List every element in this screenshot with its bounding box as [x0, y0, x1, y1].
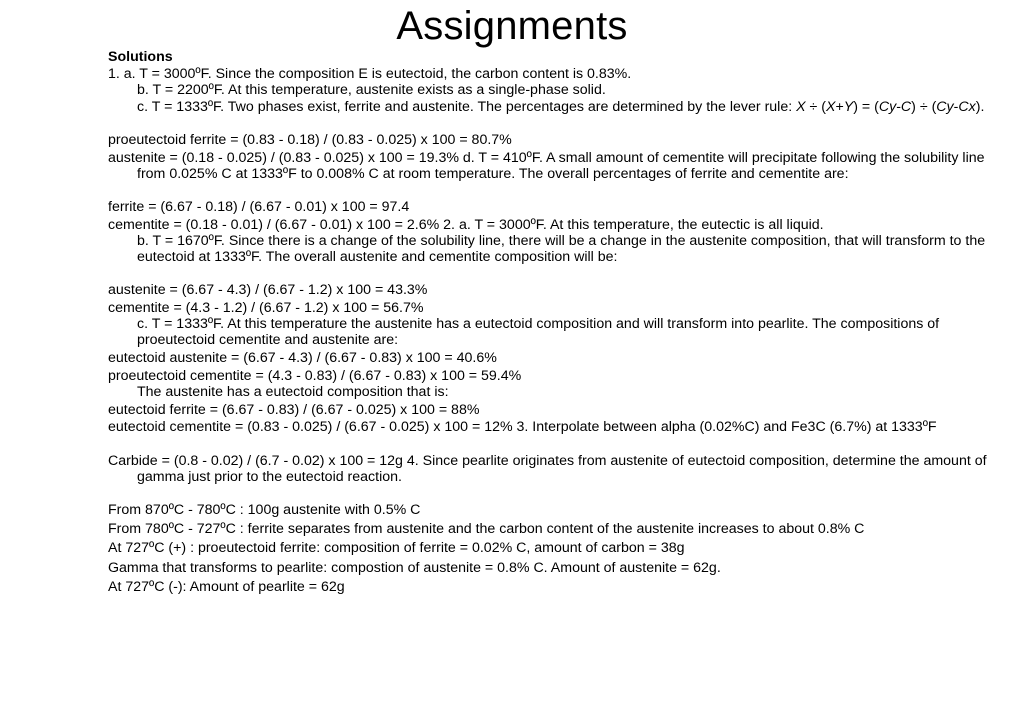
- line-carbide-4: Carbide = (0.8 - 0.02) / (6.7 - 0.02) x 100 = 12g 4. Since pearlite originates from austenite of eutectoid composition, determine the amount of gamma just prior to the eutectoid reaction.: [108, 452, 987, 485]
- line-2c: c. T = 1333ºF. At this temperature the austenite has a eutectoid composition and will transform into pearlite. The compositions of proeutectoid cementite and austenite are:: [137, 316, 940, 349]
- line-727-minus: At 727ºC (-): Amount of pearlite = 62g: [108, 578, 345, 595]
- line-1c: c. T = 1333ºF. Two phases exist, ferrite and austenite. The percentages are determined by the lever rule: X ÷ (X+Y) = (Cy-C) ÷ (Cy-Cx).: [137, 98, 985, 115]
- line-1b: b. T = 2200ºF. At this temperature, austenite exists as a single-phase solid.: [137, 82, 606, 99]
- line-austenite-1d: austenite = (0.18 - 0.025) / (0.83 - 0.025) x 100 = 19.3% d. T = 410ºF. A small amount of cementite will precipitate following the solubility line from 0.025% C at 1333ºF to 0.008% C at room temperature. The overall percentages of ferrite and cementite are:: [108, 149, 985, 182]
- line-eutectoid-ferrite: eutectoid ferrite = (6.67 - 0.83) / (6.67 - 0.025) x 100 = 88%: [108, 401, 480, 418]
- slide-content: [108, 49, 988, 595]
- line-proeutectoid-ferrite: proeutectoid ferrite = (0.83 - 0.18) / (0.83 - 0.025) x 100 = 80.7%: [108, 131, 512, 148]
- slide-title: Assignments: [396, 4, 628, 48]
- line-870-780: From 870ºC - 780ºC : 100g austenite with 0.5% C: [108, 501, 421, 518]
- line-cementite-2a: cementite = (0.18 - 0.01) / (6.67 - 0.01) x 100 = 2.6% 2. a. T = 3000ºF. At this temperature, the eutectic is all liquid.: [108, 216, 824, 233]
- line-780-727: From 780ºC - 727ºC : ferrite separates from austenite and the carbon content of the austenite increases to about 0.8% C: [108, 521, 865, 538]
- line-cementite-2: cementite = (4.3 - 1.2) / (6.67 - 1.2) x 100 = 56.7%: [108, 299, 424, 316]
- line-2b: b. T = 1670ºF. Since there is a change of the solubility line, there will be a change in the austenite composition, that will transform to the eutectoid at 1333ºF. The overall austenite and cementite composition will be:: [137, 232, 986, 266]
- line-1a: 1. a. T = 3000ºF. Since the composition E is eutectoid, the carbon content is 0.83%.: [108, 66, 632, 83]
- line-austenite-2: austenite = (6.67 - 4.3) / (6.67 - 1.2) x 100 = 43.3%: [108, 282, 428, 299]
- line-gamma-pearlite: Gamma that transforms to pearlite: compostion of austenite = 0.8% C. Amount of austenite = 62g.: [108, 559, 721, 576]
- line-727-plus: At 727ºC (+) : proeutectoid ferrite: composition of ferrite = 0.02% C, amount of carbon = 38g: [108, 540, 685, 557]
- line-ferrite: ferrite = (6.67 - 0.18) / (6.67 - 0.01) x 100 = 97.4: [108, 198, 410, 215]
- solutions-heading: Solutions: [108, 49, 173, 65]
- line-proeutectoid-cementite: proeutectoid cementite = (4.3 - 0.83) / (6.67 - 0.83) x 100 = 59.4%: [108, 367, 522, 384]
- line-eutectoid-composition: The austenite has a eutectoid composition that is:: [137, 383, 449, 400]
- line-eutectoid-cementite-3: eutectoid cementite = (0.83 - 0.025) / (6.67 - 0.025) x 100 = 12% 3. Interpolate between alpha (0.02%C) and Fe3C (6.7%) at 1333ºF: [108, 419, 937, 436]
- line-eutectoid-austenite: eutectoid austenite = (6.67 - 4.3) / (6.67 - 0.83) x 100 = 40.6%: [108, 350, 497, 367]
